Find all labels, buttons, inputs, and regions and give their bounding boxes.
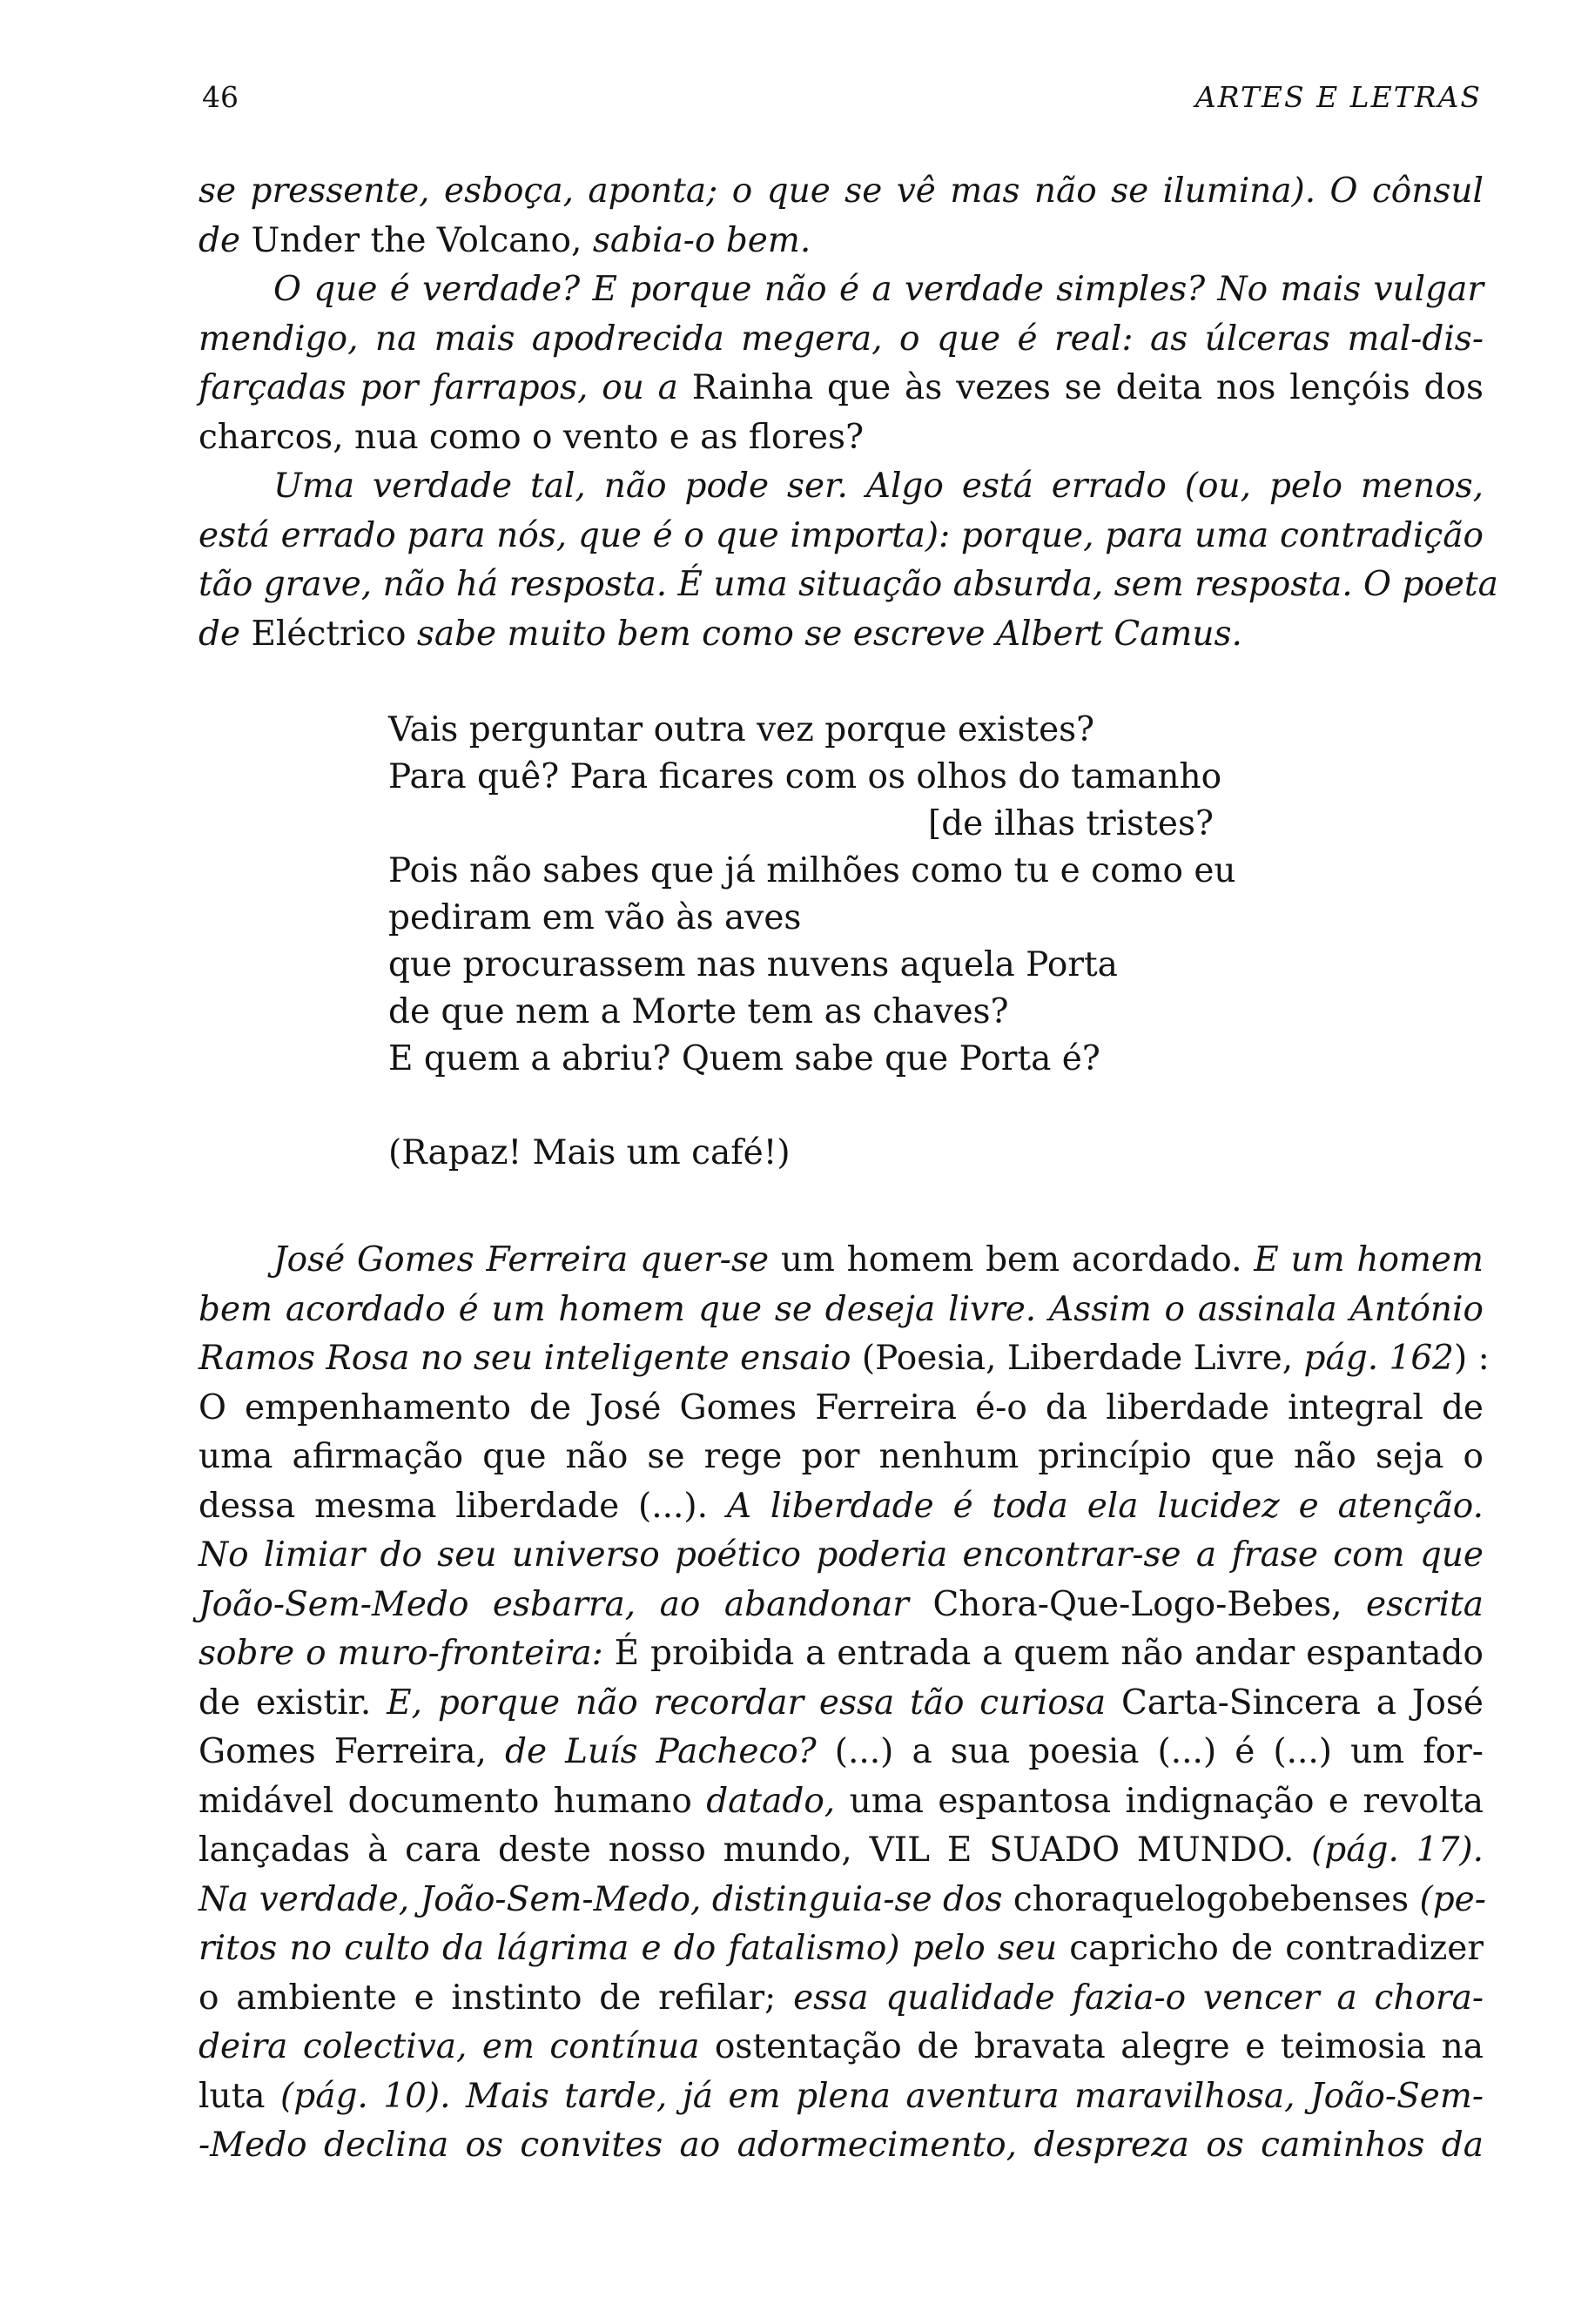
text-line <box>198 462 1484 512</box>
italic-text-run: José Gomes Ferreira quer-se <box>273 1240 781 1280</box>
text-line <box>198 1728 1484 1777</box>
text-line <box>198 610 1484 660</box>
text-line <box>198 1286 1484 1335</box>
text-line <box>198 167 1484 217</box>
italic-text-run: ritos no culto da lágrima e do fatalismo) pelo seu <box>198 1929 1070 1968</box>
italic-text-run: No limiar do seu universo poético poderia encontrar-se a frase com que <box>198 1535 1484 1575</box>
text-line <box>198 561 1498 610</box>
text-run: Eléctrico <box>251 614 417 654</box>
paragraph-main <box>198 1236 1490 2171</box>
paragraph-intro <box>198 167 1484 265</box>
italic-text-run: datado, <box>706 1781 850 1821</box>
poem-line: que procurassem nas nuvens aquela Porta <box>388 945 1118 984</box>
italic-text-run: pág. 162 <box>1303 1339 1454 1378</box>
text-run: capricho de contradizer <box>1069 1929 1484 1968</box>
text-line <box>198 1629 1484 1679</box>
text-run: uma espantosa indignação e revolta <box>849 1781 1484 1821</box>
text-run: dessa mesma liberdade (...). <box>198 1486 727 1526</box>
poem-line: Para quê? Para ficares com os olhos do tamanho <box>388 757 1222 796</box>
italic-text-run: mendigo, na mais apodrecida megera, o que é real: as úlceras mal-dis- <box>198 319 1484 359</box>
italic-text-run: (pe- <box>1419 1879 1486 1919</box>
italic-text-run: João-Sem-Medo esbarra, ao abandonar <box>198 1584 933 1624</box>
text-line <box>198 1974 1484 2024</box>
text-run: um homem bem acordado. <box>780 1240 1255 1280</box>
italic-text-run: O que é verdade? E porque não é a verdade simples? No mais vulgar <box>273 270 1484 309</box>
italic-text-run: farçadas por farrapos, ou a <box>198 368 692 407</box>
text-line <box>198 1876 1484 1925</box>
text-line <box>198 1531 1484 1581</box>
text-line <box>198 1581 1484 1630</box>
text-line <box>198 512 1484 561</box>
text-run: o ambiente e instinto de refilar; <box>198 1978 794 2018</box>
text-run: O empenhamento de José Gomes Ferreira é-o da liberdade integral de <box>198 1387 1484 1427</box>
text-line <box>198 1384 1484 1434</box>
text-line <box>198 1334 1490 1384</box>
italic-text-run: está errado para nós, que é o que importa): porque, para uma contradição <box>198 515 1484 555</box>
italic-text-run: de <box>198 220 252 260</box>
text-run: lançadas à cara deste nosso mundo, VIL E SUADO MUNDO. <box>198 1830 1312 1870</box>
text-run: uma afirmação que não se rege por nenhum princípio que não seja o <box>198 1437 1484 1476</box>
text-run: midável documento humano <box>198 1781 707 1821</box>
text-run: luta <box>198 2076 281 2116</box>
page-number: 46 <box>202 80 239 114</box>
text-run: de existir. <box>198 1683 387 1723</box>
text-run: Chora-Que-Logo-Bebes, <box>932 1584 1367 1624</box>
italic-text-run: Uma verdade tal, não pode ser. Algo está errado (ou, pelo menos, <box>273 467 1484 506</box>
text-run: (Poesia, Liberdade Livre, <box>861 1339 1304 1378</box>
italic-text-run: se pressente, esboça, aponta; o que se vê mas não se ilumina). O cônsul <box>198 171 1484 211</box>
poem-coda: (Rapaz! Mais um café!) <box>388 1133 791 1172</box>
running-header <box>202 80 1482 118</box>
text-line <box>198 1826 1484 1876</box>
italic-text-run: essa qualidade fazia-o vencer a chora- <box>793 1978 1484 2018</box>
italic-text-run: escrita <box>1366 1584 1484 1624</box>
italic-text-run: sobre o muro-fronteira: <box>198 1634 615 1673</box>
journal-title: ARTES E LETRAS <box>1194 80 1482 114</box>
poem-line: Vais perguntar outra vez porque existes? <box>388 710 1095 749</box>
italic-text-run: E, porque não recordar essa tão curiosa <box>387 1683 1121 1723</box>
poem-quotation <box>388 707 1363 1177</box>
italic-text-run: de Luís Pacheco? <box>504 1732 835 1771</box>
paragraph-truth <box>198 462 1498 659</box>
text-run: charcos, nua como o vento e as flores? <box>198 417 864 457</box>
text-run: Carta-Sincera a José <box>1120 1683 1484 1723</box>
text-line <box>198 2023 1484 2072</box>
text-line <box>198 315 1484 365</box>
italic-text-run: tão grave, não há resposta. É uma situação absurda, sem resposta. O poeta <box>198 565 1498 604</box>
text-line <box>198 1679 1484 1729</box>
italic-text-run: Ramos Rosa no seu inteligente ensaio <box>198 1339 862 1378</box>
text-run: Gomes Ferreira, <box>198 1732 505 1771</box>
text-line <box>198 1236 1484 1286</box>
italic-text-run: A liberdade é toda ela lucidez e atenção. <box>726 1486 1484 1526</box>
text-line <box>198 1924 1484 1974</box>
text-line <box>198 217 1484 266</box>
italic-text-run: sabia-o bem. <box>592 220 811 260</box>
text-run: (...) a sua poesia (...) é (...) um for- <box>834 1732 1484 1771</box>
text-line <box>198 364 1484 413</box>
italic-text-run: deira colectiva, em contínua <box>198 2027 715 2066</box>
text-run: ) : <box>1453 1339 1490 1378</box>
text-line <box>198 1482 1484 1532</box>
italic-text-run: -Medo declina os convites ao adormecimento, despreza os caminhos da <box>198 2126 1484 2165</box>
text-line <box>198 265 1484 315</box>
text-run: É proibida a entrada a quem não andar espantado <box>614 1634 1484 1673</box>
italic-text-run: de <box>198 614 252 654</box>
text-run: ostentação de bravata alegre e teimosia na <box>714 2027 1484 2066</box>
poem-line: pediram em vão às aves <box>388 898 802 937</box>
italic-text-run: (pág. 17). <box>1311 1830 1484 1870</box>
poem-line: de que nem a Morte tem as chaves? <box>388 992 1009 1031</box>
paragraph-question <box>198 265 1484 462</box>
italic-text-run: Na verdade, João-Sem-Medo, distinguia-se dos <box>198 1879 1013 1919</box>
text-line <box>198 2072 1484 2122</box>
text-line <box>198 1433 1484 1482</box>
text-line <box>198 2121 1484 2171</box>
italic-text-run: (pág. 10). Mais tarde, já em plena aventura maravilhosa, João-Sem- <box>280 2076 1484 2116</box>
text-run: Rainha que às vezes se deita nos lençóis dos <box>691 368 1484 407</box>
poem-line: E quem a abriu? Quem sabe que Porta é? <box>388 1039 1100 1078</box>
text-line <box>198 1777 1484 1827</box>
text-line <box>198 413 1484 463</box>
poem-line: Pois não sabes que já milhões como tu e como eu <box>388 851 1236 890</box>
text-run: choraquelogobebenses <box>1013 1879 1420 1919</box>
poem-line-continuation: [de ilhas tristes? <box>928 804 1214 843</box>
italic-text-run: bem acordado é um homem que se deseja livre. Assim o assinala António <box>198 1289 1484 1329</box>
italic-text-run: E um homem <box>1254 1240 1484 1280</box>
text-run: Under the Volcano, <box>251 220 593 260</box>
italic-text-run: sabe muito bem como se escreve Albert Camus. <box>416 614 1242 654</box>
